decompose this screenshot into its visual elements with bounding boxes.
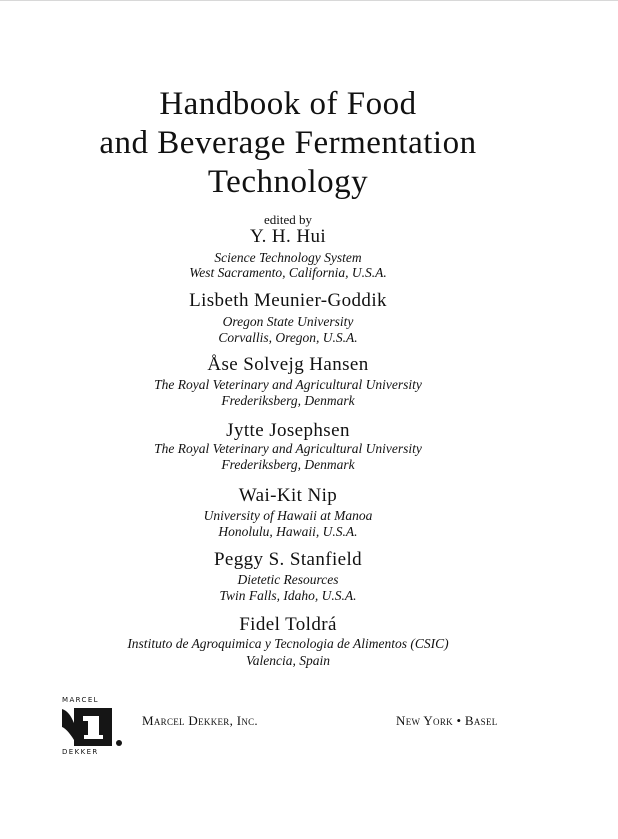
editor-affiliation: Oregon State University <box>222 314 354 329</box>
editor-affiliation: Dietetic Resources <box>237 572 339 587</box>
editor-affiliation: Science Technology System <box>214 250 362 265</box>
edited-by-label: edited by <box>263 212 312 227</box>
logo-text-top: MARCEL <box>62 696 99 704</box>
editor-name: Y. H. Hui <box>249 226 327 247</box>
editor-affiliation: University of Hawaii at Manoa <box>203 508 373 523</box>
title-line-1: Handbook of Food <box>159 86 417 122</box>
editor-name: Wai-Kit Nip <box>238 485 338 506</box>
editor-location: Twin Falls, Idaho, U.S.A. <box>219 588 357 603</box>
editor-location: Corvallis, Oregon, U.S.A. <box>218 330 358 345</box>
publisher-emblem-icon <box>62 706 122 748</box>
title-line-2: and Beverage Fermentation <box>99 125 477 161</box>
editor-location: Frederiksberg, Denmark <box>221 457 355 472</box>
editor-location: Honolulu, Hawaii, U.S.A. <box>218 524 358 539</box>
publisher-name: Marcel Dekker, Inc. <box>142 713 258 728</box>
editor-location: Valencia, Spain <box>246 653 330 668</box>
editor-name: Jytte Josephsen <box>226 420 350 441</box>
editor-location: West Sacramento, California, U.S.A. <box>189 265 387 280</box>
editor-name: Fidel Toldrá <box>239 614 337 635</box>
editor-affiliation: The Royal Veterinary and Agricultural University <box>154 441 422 456</box>
editor-location: Frederiksberg, Denmark <box>221 393 355 408</box>
logo-text-bottom: DEKKER <box>62 748 99 756</box>
title-line-3: Technology <box>207 164 369 200</box>
editor-name: Åse Solvejg Hansen <box>207 354 369 375</box>
editor-affiliation: Instituto de Agroquimica y Tecnologia de Alimentos (CSIC) <box>127 636 449 651</box>
editor-name: Peggy S. Stanfield <box>213 549 363 570</box>
publisher-logo <box>62 696 122 758</box>
page-top-border <box>0 0 618 1</box>
editor-name: Lisbeth Meunier-Goddik <box>189 290 387 311</box>
publisher-locations: New York • Basel <box>396 713 498 728</box>
editor-affiliation: The Royal Veterinary and Agricultural University <box>154 377 422 392</box>
